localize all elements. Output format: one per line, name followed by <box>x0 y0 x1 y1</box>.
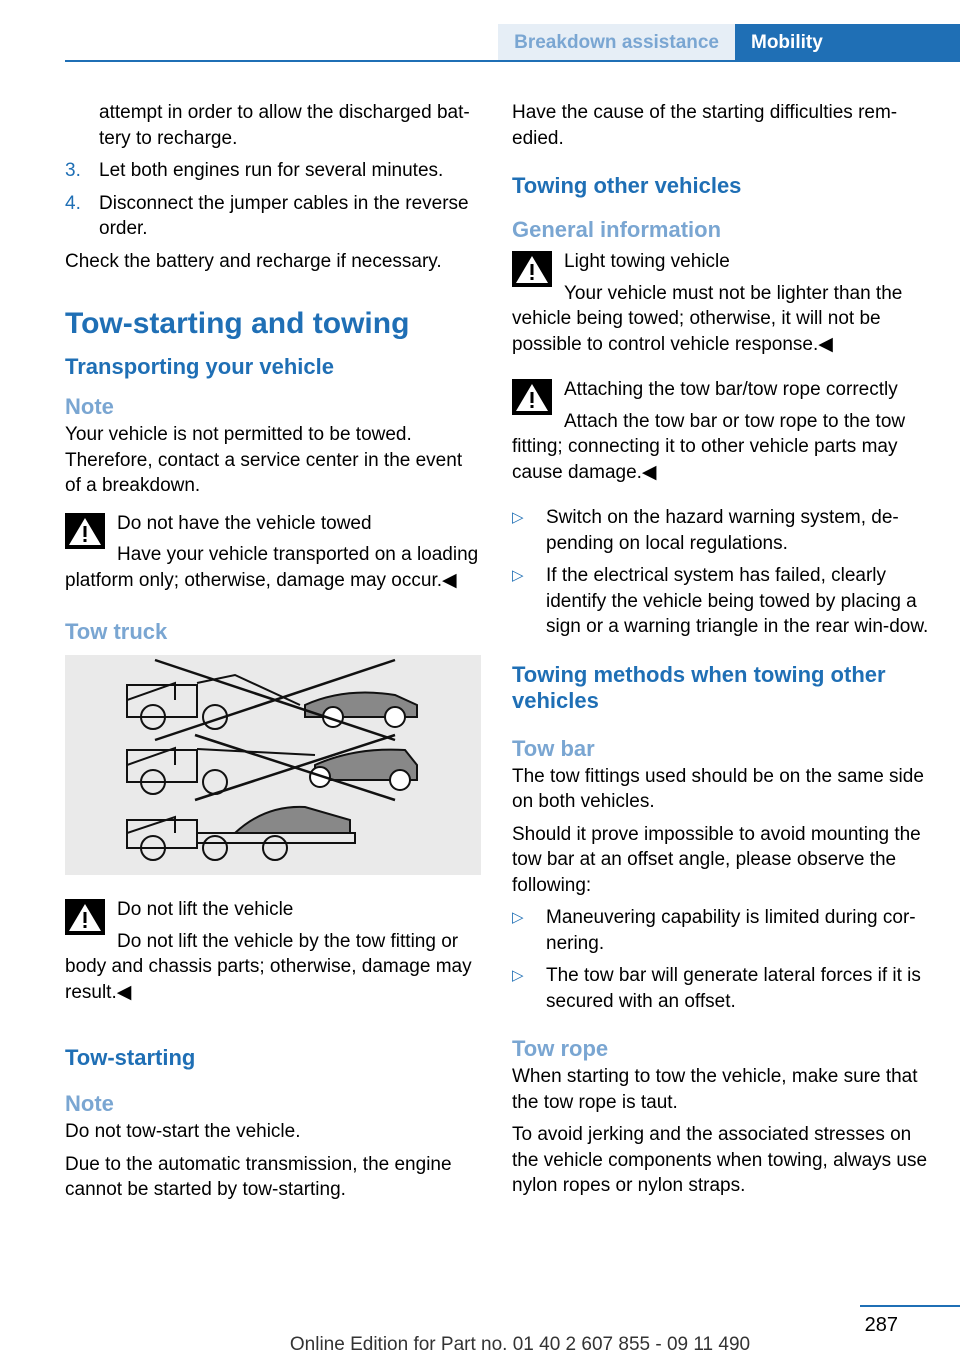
subsection-heading: Note <box>65 1091 114 1116</box>
paragraph: Do not tow-start the vehicle. <box>65 1121 301 1142</box>
section-heading: Towing other vehicles <box>512 173 742 198</box>
warning-triangle-icon <box>512 251 552 287</box>
warning-box <box>65 511 481 594</box>
section-heading: Towing methods when towing other vehicles <box>512 661 886 713</box>
warning-body: Do not lift the vehicle by the tow fitting or body and chassis parts; otherwise, damage may result.◀ <box>65 930 472 1003</box>
warning-title: Do not lift the vehicle <box>117 899 294 920</box>
subsection-heading: Tow truck <box>65 619 168 644</box>
paragraph: Should it prove impossible to avoid mounting the tow bar at an offset angle, please observe the following: <box>512 823 921 896</box>
paragraph: Check the battery and recharge if necessary. <box>65 250 442 272</box>
bullet-item <box>512 963 930 1014</box>
paragraph: When starting to tow the vehicle, make sure that the tow rope is taut. <box>512 1066 918 1113</box>
paragraph: Your vehicle is not permitted to be towed. Therefore, contact a service center in the event of a breakdown. <box>65 424 463 496</box>
step-item <box>65 158 481 184</box>
bullet-text: The tow bar will generate lateral forces if it is secured with an offset. <box>546 965 921 1012</box>
subsection-heading: Tow rope <box>512 1036 609 1061</box>
step-number: 3. <box>65 160 81 181</box>
step-continuation: attempt in order to allow the discharged bat‐tery to recharge. <box>99 102 470 149</box>
warning-title: Do not have the vehicle towed <box>117 512 372 534</box>
warning-title: Light towing vehicle <box>564 251 730 272</box>
warning-body: Your vehicle must not be lighter than the vehicle being towed; otherwise, it will not be possible to control vehicle response.◀ <box>512 282 903 355</box>
subsection-heading: Tow bar <box>512 735 595 761</box>
step-text: Disconnect the jumper cables in the reverse order. <box>99 192 469 239</box>
tow-truck-illustration <box>65 655 481 875</box>
tow-truck-drawing <box>65 655 481 875</box>
section-heading: Tow-starting <box>65 1045 196 1070</box>
edition-footer: Online Edition for Part no. 01 40 2 607 855 - 09 11 490 <box>289 1334 751 1355</box>
warning-title: Attaching the tow bar/tow rope correctly <box>564 379 898 400</box>
footer-rule <box>860 1305 960 1307</box>
subsection-heading: General information <box>512 217 722 242</box>
left-column <box>65 100 481 1210</box>
right-column <box>512 100 930 1206</box>
chapter-heading: Tow-starting and towing <box>65 307 410 340</box>
step-number: 4. <box>65 192 81 214</box>
warning-triangle-icon <box>65 899 105 935</box>
bullet-text: Maneuvering capability is limited during cor‐nering. <box>546 907 916 954</box>
paragraph: Have the cause of the starting difficulties rem‐edied. <box>512 102 898 149</box>
page-number: 287 <box>864 1314 898 1336</box>
paragraph: Due to the automatic transmission, the engine cannot be started by tow-starting. <box>65 1153 452 1200</box>
bullet-item <box>512 505 930 556</box>
header-section: Breakdown assistance <box>498 24 735 60</box>
step-text: Let both engines run for several minutes. <box>99 160 444 181</box>
header-rule <box>65 60 960 62</box>
bullet-text: If the electrical system has failed, clearly identify the vehicle being towed by placing a sign or a warning triangle in the rear win‐dow. <box>546 565 929 637</box>
bullet-item <box>512 905 930 956</box>
bullet-item <box>512 563 930 640</box>
warning-body: Attach the tow bar or tow rope to the tow fitting; connecting it to other vehicle parts may cause damage.◀ <box>512 410 906 483</box>
paragraph: To avoid jerking and the associated stresses on the vehicle components when towing, always use nylon ropes or nylon straps. <box>512 1124 928 1196</box>
warning-box <box>512 377 930 485</box>
warning-triangle-icon <box>65 513 105 549</box>
bullet-text: Switch on the hazard warning system, de‐pending on local regulations. <box>546 507 899 554</box>
subsection-heading: Note <box>65 394 114 419</box>
triangle-right-icon: ▷ <box>512 509 524 526</box>
section-heading: Transporting your vehicle <box>65 354 334 379</box>
triangle-right-icon: ▷ <box>512 567 524 584</box>
header-chapter-tab: Mobility <box>735 24 960 60</box>
triangle-right-icon: ▷ <box>512 967 524 984</box>
paragraph: The tow fittings used should be on the same side on both vehicles. <box>512 765 924 812</box>
triangle-right-icon: ▷ <box>512 909 524 926</box>
step-item <box>65 191 481 242</box>
warning-triangle-icon <box>512 379 552 415</box>
warning-box <box>512 249 930 357</box>
warning-box <box>65 897 481 1005</box>
warning-body: Have your vehicle transported on a loading platform only; otherwise, damage may occur.◀ <box>65 544 479 591</box>
